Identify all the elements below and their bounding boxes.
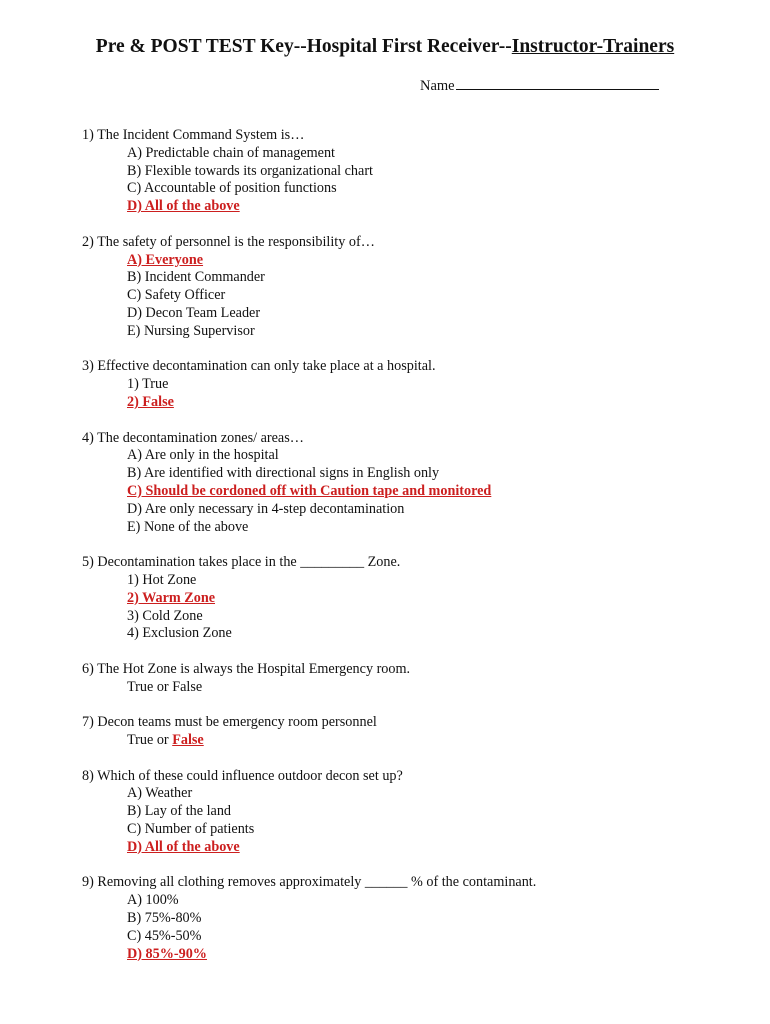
option-label: C) 45%-50% bbox=[127, 927, 202, 944]
answer-option-correct bbox=[82, 483, 742, 501]
name-blank-line[interactable] bbox=[456, 75, 659, 90]
answer-option bbox=[82, 785, 742, 803]
option-label: E) None of the above bbox=[127, 518, 249, 535]
option-label: A) 100% bbox=[127, 892, 179, 909]
option-label: 2) Warm Zone bbox=[127, 589, 216, 606]
answer-option bbox=[82, 465, 742, 483]
question-4 bbox=[82, 430, 742, 537]
answer-false: False bbox=[172, 732, 204, 749]
option-label: C) Safety Officer bbox=[127, 287, 226, 304]
answer-option bbox=[82, 892, 742, 910]
option-label: C) Accountable of position functions bbox=[127, 180, 337, 197]
name-label: Name bbox=[420, 78, 455, 94]
question-7 bbox=[82, 714, 742, 750]
option-label: C) Number of patients bbox=[127, 821, 255, 838]
question-3 bbox=[82, 358, 742, 411]
option-label: 4) Exclusion Zone bbox=[127, 625, 232, 642]
answer-option-correct bbox=[82, 198, 742, 216]
option-label: D) All of the above bbox=[127, 838, 240, 855]
question-6 bbox=[82, 661, 742, 697]
answer-option bbox=[82, 519, 742, 537]
option-label: B) Flexible towards its organizational chart bbox=[127, 162, 373, 179]
answer-option-correct bbox=[82, 946, 742, 964]
title-main: Pre & POST TEST Key--Hospital First Receiver-- bbox=[95, 36, 512, 57]
question-text: 9) Removing all clothing removes approximately ______ % of the contaminant. bbox=[82, 874, 537, 891]
option-label: B) Are identified with directional signs in English only bbox=[127, 465, 440, 482]
answer-option bbox=[82, 323, 742, 341]
question-text: 3) Effective decontamination can only take place at a hospital. bbox=[82, 358, 436, 375]
option-label: 3) Cold Zone bbox=[127, 607, 203, 624]
answer-option bbox=[82, 625, 742, 643]
answer-option bbox=[82, 145, 742, 163]
answer-option bbox=[82, 376, 742, 394]
question-text: 7) Decon teams must be emergency room personnel bbox=[82, 714, 377, 731]
option-label: 1) True bbox=[127, 376, 169, 393]
answer-option bbox=[82, 163, 742, 181]
option-label: D) All of the above bbox=[127, 198, 240, 215]
answer-option-correct bbox=[82, 839, 742, 857]
answer-option bbox=[82, 501, 742, 519]
answer-option bbox=[82, 269, 742, 287]
option-label: B) 75%-80% bbox=[127, 910, 202, 927]
answer-option bbox=[82, 180, 742, 198]
option-label: E) Nursing Supervisor bbox=[127, 322, 255, 339]
page-title bbox=[0, 36, 770, 58]
answer-option bbox=[82, 287, 742, 305]
option-label: True or False bbox=[127, 678, 203, 695]
answer-option bbox=[82, 803, 742, 821]
answer-option bbox=[82, 821, 742, 839]
question-text: 4) The decontamination zones/ areas… bbox=[82, 429, 304, 446]
answer-option-correct bbox=[82, 394, 742, 412]
option-label: D) Decon Team Leader bbox=[127, 304, 261, 321]
question-1 bbox=[82, 127, 742, 216]
option-label: D) 85%-90% bbox=[127, 945, 207, 962]
true-false-answer bbox=[82, 732, 742, 750]
question-list bbox=[82, 127, 742, 981]
question-8 bbox=[82, 768, 742, 857]
name-field[interactable] bbox=[420, 75, 659, 95]
option-label: D) Are only necessary in 4-step decontamination bbox=[127, 500, 405, 517]
question-text: 1) The Incident Command System is… bbox=[82, 127, 305, 143]
answer-option bbox=[82, 910, 742, 928]
option-label: A) Weather bbox=[127, 785, 193, 802]
answer-option bbox=[82, 572, 742, 590]
answer-option-correct bbox=[82, 252, 742, 270]
option-label: B) Incident Commander bbox=[127, 269, 265, 286]
answer-option bbox=[82, 679, 742, 697]
true-or-label: True or bbox=[127, 732, 173, 749]
question-2 bbox=[82, 234, 742, 341]
question-text: 6) The Hot Zone is always the Hospital Emergency room. bbox=[82, 660, 411, 677]
option-label: A) Are only in the hospital bbox=[127, 447, 279, 464]
question-text: 8) Which of these could influence outdoor decon set up? bbox=[82, 767, 403, 784]
question-text: 2) The safety of personnel is the responsibility of… bbox=[82, 233, 375, 250]
title-underlined: Instructor-Trainers bbox=[511, 36, 675, 57]
option-label: 2) False bbox=[127, 393, 174, 410]
option-label: B) Lay of the land bbox=[127, 803, 232, 820]
answer-option bbox=[82, 447, 742, 465]
option-label: 1) Hot Zone bbox=[127, 571, 197, 588]
answer-option bbox=[82, 305, 742, 323]
question-text: 5) Decontamination takes place in the _________ Zone. bbox=[82, 554, 401, 571]
answer-option bbox=[82, 928, 742, 946]
option-label: C) Should be cordoned off with Caution tape and monitored bbox=[127, 482, 492, 499]
question-9 bbox=[82, 874, 742, 963]
option-label: A) Everyone bbox=[127, 251, 204, 268]
answer-option-correct bbox=[82, 590, 742, 608]
question-5 bbox=[82, 554, 742, 643]
answer-option bbox=[82, 608, 742, 626]
option-label: A) Predictable chain of management bbox=[127, 144, 335, 161]
